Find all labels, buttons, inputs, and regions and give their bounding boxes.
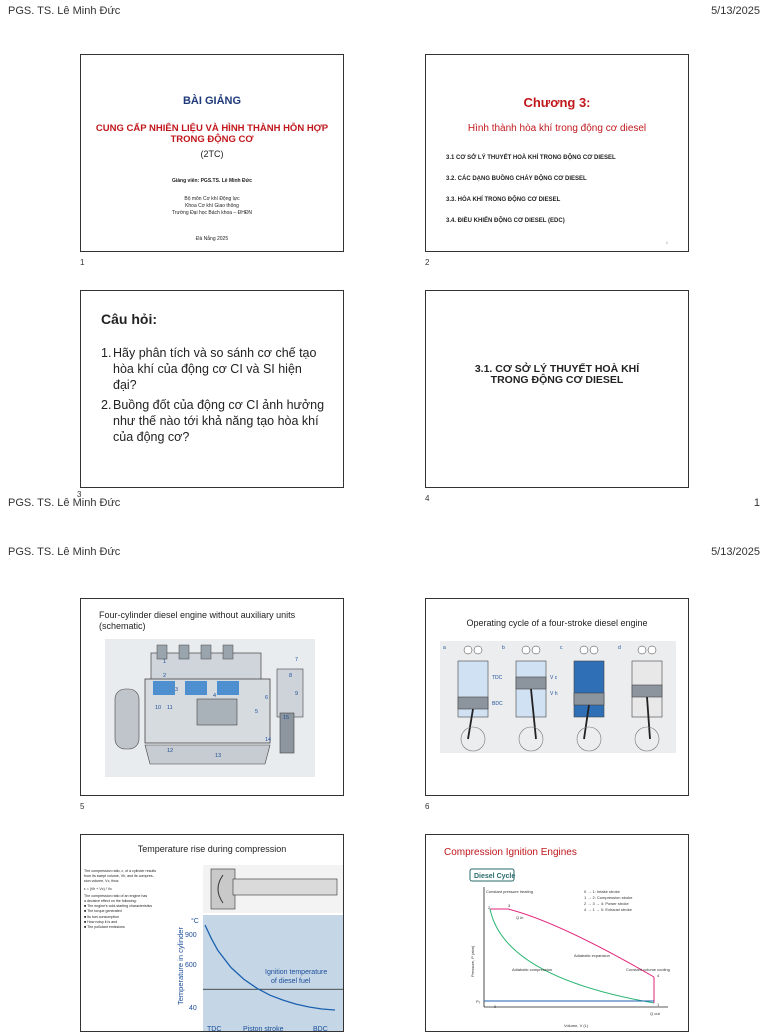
diesel-cycle-diagram [464,867,672,1032]
point-1: 1 [657,1002,660,1007]
x-tick-bdc: BDC [313,1026,328,1032]
text-line-6: a decisive effect on the following: [84,899,137,904]
point-0: 0 [494,1004,497,1009]
text-line-10: ■ How noisy it is and [84,919,118,924]
slide-5-title: Four-cylinder diesel engine without auxiliary units (schematic) [99,610,296,631]
slide-1-credit: (2TC) [200,149,224,159]
part-label-14: 14 [265,737,272,743]
temperature-chart [173,865,343,1032]
slide-2-item-3: 3.3. HÒA KHÍ TRONG ĐỘNG CƠ DIESEL [446,197,561,203]
y-tick-600: 600 [185,962,197,969]
y-unit-label: °C [191,918,199,925]
slide-3-question-2: 2. Buồng đốt của động cơ CI ảnh hưởng như thế nào tới khả năng tạo hòa khí của động cơ? [101,398,325,444]
annotation-constant-volume: Constant volume cooling [626,967,670,972]
slide-2-title: Chương 3: [523,95,591,110]
x-axis-label: Volume, V (L) [564,1023,589,1028]
text-line-3: sion volume, Vc, thus: [84,879,120,884]
slide-1-subtitle: CUNG CẤP NHIÊN LIỆU VÀ HÌNH THÀNH HỖN HỢP TRONG ĐỘNG CƠ [95,123,329,145]
slide-5 [80,598,344,796]
slide-3-question-2-text: Buồng đốt của động cơ CI ảnh hưởng như thế nào tới khả năng tạo hòa khí của động cơ? [113,398,325,444]
text-line-11: ■ The pollutant emissions [84,925,125,930]
slide-4-number: 4 [425,494,430,503]
slide-6-number: 6 [425,802,430,811]
y-axis-label: Temperature in cylinder [176,927,185,1005]
part-label-5: 5 [255,709,259,715]
x-tick-tdc: TDC [207,1026,222,1032]
part-label-7: 7 [295,657,299,663]
page-header-author: PGS. TS. Lê Minh Đức [8,5,121,17]
part-label-3: 3 [175,687,179,693]
heat-in-label: Q in [516,915,524,920]
part-label-6: 6 [265,695,269,701]
slide-2-corner-number: 2 [665,240,668,245]
slide-4 [425,290,689,488]
part-label-11: 11 [167,705,173,711]
slide-2-number: 2 [425,258,430,267]
y-tick-40: 40 [189,1005,197,1012]
slide-7-title: Temperature rise during compression [137,844,287,854]
page-2-header-date: 5/13/2025 [711,546,760,558]
text-line-2: from its swept volume, Vh, and its compres- [84,874,154,879]
slide-7-text [84,869,168,930]
stroke-letter-a: a [443,645,446,651]
slide-3-question-1-text: Hãy phân tích và so sánh cơ chế tạo hòa khí của động cơ CI và SI hiện đại? [113,346,317,392]
stroke-letter-d: d [618,645,621,651]
slide-2 [425,54,689,252]
annotation-constant-pressure: Constant pressure heating [486,889,533,894]
part-label-2: 2 [163,673,167,679]
legend-3: 4 → 1 → 0: Exhaust stroke [584,907,632,912]
four-stroke-cycle-image [440,641,676,753]
legend-2: 2 → 3 → 4: Power stroke [584,901,629,906]
diesel-cycle-title: Diesel Cycle [474,873,516,880]
slide-3-question-1: 1. Hãy phân tích và so sánh cơ chế tạo hòa khí của động cơ CI và SI hiện đại? [101,345,325,393]
slide-6-title: Operating cycle of a four-stroke diesel engine [466,618,648,628]
part-label-13: 13 [215,753,222,759]
legend-1: 1 → 2: Compression stroke [584,895,633,900]
slide-1-number: 1 [80,258,85,267]
legend-0: 0 → 1: Intake stroke [584,889,620,894]
part-label-4: 4 [213,693,217,699]
slide-5-number: 5 [80,802,85,811]
text-line-1: The compression ratio, ε, of a cylinder results [84,869,157,873]
part-label-9: 9 [295,691,299,697]
page-footer-author: PGS. TS. Lê Minh Đức [8,497,121,509]
slide-1-lecturer: Giảng viên: PGS.TS. Lê Minh Đức [171,178,253,184]
text-line-8: ■ The torque generated [84,909,122,914]
slide-3 [80,290,344,488]
page-number: 1 [753,497,760,509]
slide-1-dept-1: Bộ môn Cơ khí Động lực [184,196,240,202]
ignition-label-line-1: Ignition temperature [265,969,328,976]
slide-7 [80,834,344,1032]
point-4: 4 [657,973,660,978]
slide-2-item-4: 3.4. ĐIỀU KHIỂN ĐỘNG CƠ DIESEL (EDC) [446,218,565,224]
p0-label: P₀ [476,999,481,1004]
slide-1 [80,54,344,252]
y-axis-label: Pressure, P (atm) [470,945,475,977]
slide-1-dept-3: Trường Đại học Bách khoa – ĐHĐN [171,210,253,216]
part-label-15: 15 [283,715,290,721]
label-vc: V c [550,675,558,681]
slide-1-dept-2: Khoa Cơ khí Giao thông [185,203,239,209]
slide-1-title: BÀI GIẢNG [182,95,242,107]
slide-3-number: 3 [77,490,82,499]
label-tdc: TDC [492,675,503,681]
text-line-5: The compression ratio of an engine has [84,893,148,898]
part-label-10: 10 [155,705,162,711]
slide-8-title: Compression Ignition Engines [444,847,577,858]
text-line-4: ε = (Vh + Vc) / Vc [84,886,112,891]
slide-8 [425,834,689,1032]
page-header-date: 5/13/2025 [711,5,760,17]
text-line-7: ■ The engine's cold-starting characteristics [84,904,153,909]
slide-2-item-2: 3.2. CÁC DẠNG BUỒNG CHÁY ĐỘNG CƠ DIESEL [446,176,587,182]
stroke-letter-c: c [560,645,563,651]
part-label-8: 8 [289,673,293,679]
part-label-1: 1 [163,659,167,665]
label-vh: V h [550,691,558,697]
annotation-adiabatic-compression: Adiabatic compression [512,967,553,972]
page-2-header-author: PGS. TS. Lê Minh Đức [8,546,121,558]
slide-6 [425,598,689,796]
annotation-adiabatic-expansion: Adiabatic expansion [574,953,610,958]
engine-schematic-image [105,639,315,777]
point-2: 2 [488,905,491,910]
label-bdc: BDC [492,701,503,707]
slide-2-item-1: 3.1 CƠ SỞ LÝ THUYẾT HOÀ KHÍ TRONG ĐỘNG CƠ DIESEL [446,155,616,161]
point-3: 3 [508,903,511,908]
x-axis-label: Piston stroke [243,1026,284,1032]
slide-2-subtitle: Hình thành hòa khí trong động cơ diesel [467,123,647,134]
text-line-9: ■ Its fuel consumption [84,914,120,919]
slide-1-place-date: Đà Nẵng 2025 [195,236,229,242]
y-tick-900: 900 [185,932,197,939]
slide-4-title: 3.1. CƠ SỞ LÝ THUYẾT HOÀ KHÍ TRONG ĐỘNG CƠ DIESEL [474,363,640,386]
heat-out-label: Q out [650,1011,660,1016]
ignition-label-line-2: of diesel fuel [271,978,311,985]
slide-3-title: Câu hỏi: [101,311,157,327]
part-label-12: 12 [167,748,174,754]
stroke-letter-b: b [502,645,505,651]
